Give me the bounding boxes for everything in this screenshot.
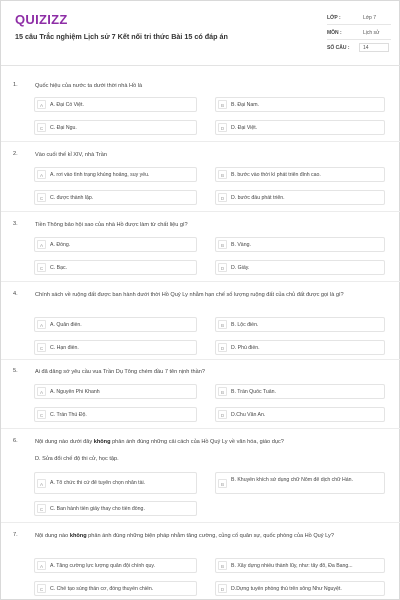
- option-letter: C: [37, 584, 46, 593]
- question-note: D. Sửa đổi chế độ thi cử, học tập.: [35, 456, 119, 462]
- option-letter: B: [218, 387, 227, 396]
- option-a[interactable]: [34, 558, 197, 573]
- option-c[interactable]: [34, 340, 197, 355]
- option-letter: D: [218, 584, 227, 593]
- question-text: [35, 532, 375, 540]
- option-letter: B: [218, 479, 227, 488]
- option-d[interactable]: [215, 260, 385, 275]
- option-letter: A: [37, 240, 46, 249]
- question-divider: [1, 141, 400, 142]
- option-text: D.Dựng tuyến phòng thủ trên sông Như Nguyệt.: [231, 586, 342, 592]
- option-letter: A: [37, 561, 46, 570]
- question-text: Vào cuối thế kỉ XIV, nhà Trần: [35, 152, 107, 158]
- option-text: B. Khuyến khích sử dụng chữ Nôm để dịch chữ Hán.: [231, 477, 354, 483]
- option-text: C. Trần Thủ Độ.: [50, 412, 87, 418]
- option-a[interactable]: [34, 472, 197, 494]
- class-value: Lớp 7: [363, 15, 377, 21]
- class-label: LỚP :: [327, 15, 341, 21]
- question-text-start: Nội dung nào dưới đây: [35, 439, 94, 445]
- quizizz-logo: QUIZIZZ: [15, 12, 68, 27]
- option-b[interactable]: [215, 237, 385, 252]
- question-text: Tiền Thông bảo hội sao của nhà Hồ được làm từ chất liệu gì?: [35, 222, 188, 228]
- question-count-value: 14: [363, 45, 369, 51]
- option-text: A. Đại Cồ Việt.: [50, 102, 84, 108]
- option-d[interactable]: [215, 581, 385, 596]
- option-d[interactable]: [215, 340, 385, 355]
- option-d[interactable]: [215, 120, 385, 135]
- option-text: B. Trần Quốc Tuấn.: [231, 389, 276, 395]
- option-a[interactable]: [34, 384, 197, 399]
- option-text: B. Đại Nam.: [231, 102, 259, 108]
- option-text: B. Xây dựng nhiều thành lũy, như: tây đô, Đa Bang...: [231, 563, 353, 569]
- option-text: B. bước vào thời kì phát triển đỉnh cao.: [231, 172, 321, 178]
- option-a[interactable]: [34, 167, 197, 182]
- option-letter: C: [37, 193, 46, 202]
- option-text: A. rơi vào tình trạng khủng hoảng, suy yếu.: [50, 172, 150, 178]
- question-divider: [1, 359, 400, 360]
- option-letter: B: [218, 561, 227, 570]
- option-b[interactable]: [215, 558, 385, 573]
- option-a[interactable]: [34, 317, 197, 332]
- option-letter: C: [37, 343, 46, 352]
- option-b[interactable]: [215, 472, 385, 494]
- option-c[interactable]: [34, 581, 197, 596]
- question-text-end: phản ánh đúng những biện pháp nhằm tăng cường, củng cố quân sự, quốc phòng của Hồ Quý Ly?: [86, 533, 334, 539]
- option-text: C. Hạn điền.: [50, 345, 79, 351]
- option-letter: B: [218, 240, 227, 249]
- option-c[interactable]: [34, 501, 197, 516]
- question-text: Quốc hiệu của nước ta dưới thời nhà Hồ là: [35, 83, 143, 89]
- option-letter: B: [218, 100, 227, 109]
- option-text: C. được thành lập.: [50, 195, 94, 201]
- option-text: C. Chế tạo súng thần cơ, đóng thuyền chiến.: [50, 586, 154, 592]
- option-c[interactable]: [34, 120, 197, 135]
- subject-label: MÔN :: [327, 30, 342, 36]
- question-number: 5.: [13, 368, 18, 374]
- option-text: A. Nguyễn Phi Khanh: [50, 389, 100, 395]
- option-letter: A: [37, 320, 46, 329]
- question-number: 2.: [13, 151, 18, 157]
- option-b[interactable]: [215, 317, 385, 332]
- divider: [327, 24, 391, 25]
- option-c[interactable]: [34, 407, 197, 422]
- option-letter: C: [37, 123, 46, 132]
- option-text: D. Phú điền.: [231, 345, 260, 351]
- question-divider: [1, 281, 400, 282]
- option-c[interactable]: [34, 190, 197, 205]
- option-letter: D: [218, 410, 227, 419]
- option-b[interactable]: [215, 97, 385, 112]
- option-text: B. Lộc điền.: [231, 322, 259, 328]
- question-text-start: Nội dung nào: [35, 533, 70, 539]
- option-letter: A: [37, 100, 46, 109]
- option-a[interactable]: [34, 237, 197, 252]
- question-text-end: phản ánh đúng những cải cách của Hồ Quý Ly về văn hóa, giáo dục?: [110, 439, 284, 445]
- option-d[interactable]: [215, 190, 385, 205]
- option-text: A. Đồng.: [50, 242, 71, 248]
- question-number: 1.: [13, 82, 18, 88]
- option-letter: B: [218, 170, 227, 179]
- option-a[interactable]: [34, 97, 197, 112]
- question-text: Ai đã dâng sớ yêu cầu vua Trần Dụ Tông chém đầu 7 tên nịnh thần?: [35, 369, 205, 375]
- option-text: A. Quân điền.: [50, 322, 82, 328]
- option-letter: A: [37, 387, 46, 396]
- option-b[interactable]: [215, 384, 385, 399]
- option-letter: A: [37, 479, 46, 488]
- question-text: Chính sách về ruộng đất được ban hành dưới thời Hồ Quý Ly nhằm hạn chế số lượng ruộng đất của chủ đất được gọi là gì?: [35, 292, 344, 298]
- option-letter: D: [218, 343, 227, 352]
- divider: [327, 39, 391, 40]
- question-count-label: SỐ CÂU :: [327, 45, 350, 51]
- emphasis-keyword: không: [93, 439, 111, 445]
- option-text: C. Đại Ngu.: [50, 125, 77, 131]
- option-text: C. Ban hành tiền giấy thay cho tiền đồng.: [50, 506, 145, 512]
- question-divider: [1, 522, 400, 523]
- option-letter: A: [37, 170, 46, 179]
- option-text: D. bước đầu phát triển.: [231, 195, 285, 201]
- question-number: 4.: [13, 291, 18, 297]
- option-text: A. Tăng cường lực lượng quân đội chính quy.: [50, 563, 155, 569]
- option-text: D.Chu Văn An.: [231, 412, 266, 418]
- question-text: [35, 438, 375, 446]
- option-letter: B: [218, 320, 227, 329]
- option-letter: D: [218, 263, 227, 272]
- header-divider: [1, 65, 400, 66]
- question-number: 7.: [13, 532, 18, 538]
- option-d[interactable]: [215, 407, 385, 422]
- subject-value: Lịch sử: [363, 30, 380, 36]
- option-c[interactable]: [34, 260, 197, 275]
- option-b[interactable]: [215, 167, 385, 182]
- question-number: 6.: [13, 438, 18, 444]
- option-letter: D: [218, 123, 227, 132]
- emphasis-keyword: không: [69, 533, 87, 539]
- question-number: 3.: [13, 221, 18, 227]
- option-text: A. Tổ chức thi cử để tuyển chọn nhân tài.: [50, 480, 146, 486]
- option-letter: D: [218, 193, 227, 202]
- option-text: C. Bạc.: [50, 265, 68, 271]
- question-divider: [1, 211, 400, 212]
- option-text: B. Vàng.: [231, 242, 251, 248]
- option-letter: C: [37, 263, 46, 272]
- page-title: 15 câu Trắc nghiệm Lịch sử 7 Kết nối tri thức Bài 15 có đáp án: [15, 32, 228, 41]
- question-divider: [1, 428, 400, 429]
- option-text: D. Giấy.: [231, 265, 250, 271]
- option-letter: C: [37, 504, 46, 513]
- option-letter: C: [37, 410, 46, 419]
- option-text: D. Đại Việt.: [231, 125, 258, 131]
